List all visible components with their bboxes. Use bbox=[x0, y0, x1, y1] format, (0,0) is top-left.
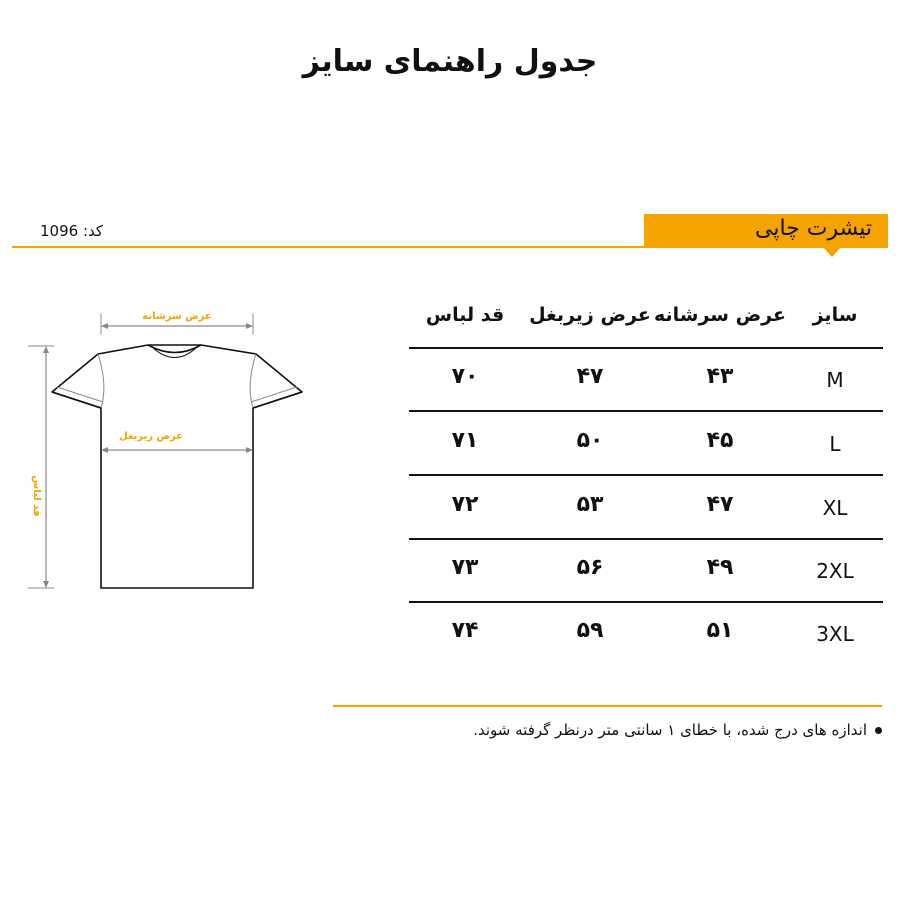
cell-armpit: ۵۶ bbox=[576, 555, 604, 580]
cell-length: ۷۱ bbox=[451, 428, 479, 453]
header-divider bbox=[12, 246, 888, 248]
shoulder-arrow-left bbox=[101, 323, 108, 329]
cell-size: 2XL bbox=[816, 559, 854, 583]
table-rule bbox=[409, 601, 883, 603]
cell-shoulder: ۵۱ bbox=[706, 618, 734, 643]
cell-armpit: ۵۹ bbox=[576, 618, 604, 643]
length-label: قد لباس bbox=[31, 475, 42, 517]
cell-shoulder: ۴۹ bbox=[706, 555, 734, 580]
cell-size: 3XL bbox=[816, 622, 854, 646]
header-shoulder: عرض سرشانه bbox=[654, 304, 786, 326]
table-rule bbox=[409, 410, 883, 412]
cell-armpit: ۴۷ bbox=[576, 364, 604, 389]
length-arrow-bottom bbox=[43, 581, 49, 588]
note-text: اندازه های درج شده، با خطای ۱ سانتی متر درنظر گرفته شوند. bbox=[473, 721, 867, 739]
tshirt-diagram bbox=[0, 290, 320, 610]
bullet-icon bbox=[875, 727, 882, 734]
product-name-tag bbox=[644, 214, 888, 247]
cell-shoulder: ۴۳ bbox=[706, 364, 734, 389]
cell-armpit: ۵۰ bbox=[576, 428, 604, 453]
length-arrow-top bbox=[43, 346, 49, 353]
product-code-value: 1096 bbox=[40, 222, 79, 240]
product-name: تیشرت چاپی bbox=[755, 216, 872, 241]
cell-length: ۷۰ bbox=[451, 364, 479, 389]
shoulder-label: عرض سرشانه bbox=[142, 311, 212, 322]
shoulder-arrow-right bbox=[246, 323, 253, 329]
product-code-label: کد: bbox=[82, 222, 104, 240]
table-rule bbox=[409, 474, 883, 476]
cell-length: ۷۳ bbox=[451, 555, 479, 580]
product-code bbox=[40, 222, 103, 240]
header-size: سایز bbox=[812, 304, 858, 326]
cell-shoulder: ۴۵ bbox=[706, 428, 734, 453]
footer-divider bbox=[333, 705, 882, 707]
cell-length: ۷۴ bbox=[451, 618, 479, 643]
cell-size: XL bbox=[822, 496, 848, 520]
cell-armpit: ۵۳ bbox=[576, 492, 604, 517]
shirt-outline bbox=[52, 345, 302, 588]
header-length: قد لباس bbox=[425, 304, 505, 326]
cell-shoulder: ۴۷ bbox=[706, 492, 734, 517]
cell-size: M bbox=[826, 368, 844, 392]
header-armpit: عرض زیربغل bbox=[529, 304, 651, 326]
cell-size: L bbox=[829, 432, 841, 456]
measurement-note bbox=[473, 721, 882, 739]
cell-length: ۷۲ bbox=[451, 492, 479, 517]
table-rule bbox=[409, 347, 883, 349]
page-title: جدول راهنمای سایز bbox=[302, 44, 598, 79]
table-rule bbox=[409, 538, 883, 540]
armpit-label: عرض زیربغل bbox=[118, 431, 184, 442]
